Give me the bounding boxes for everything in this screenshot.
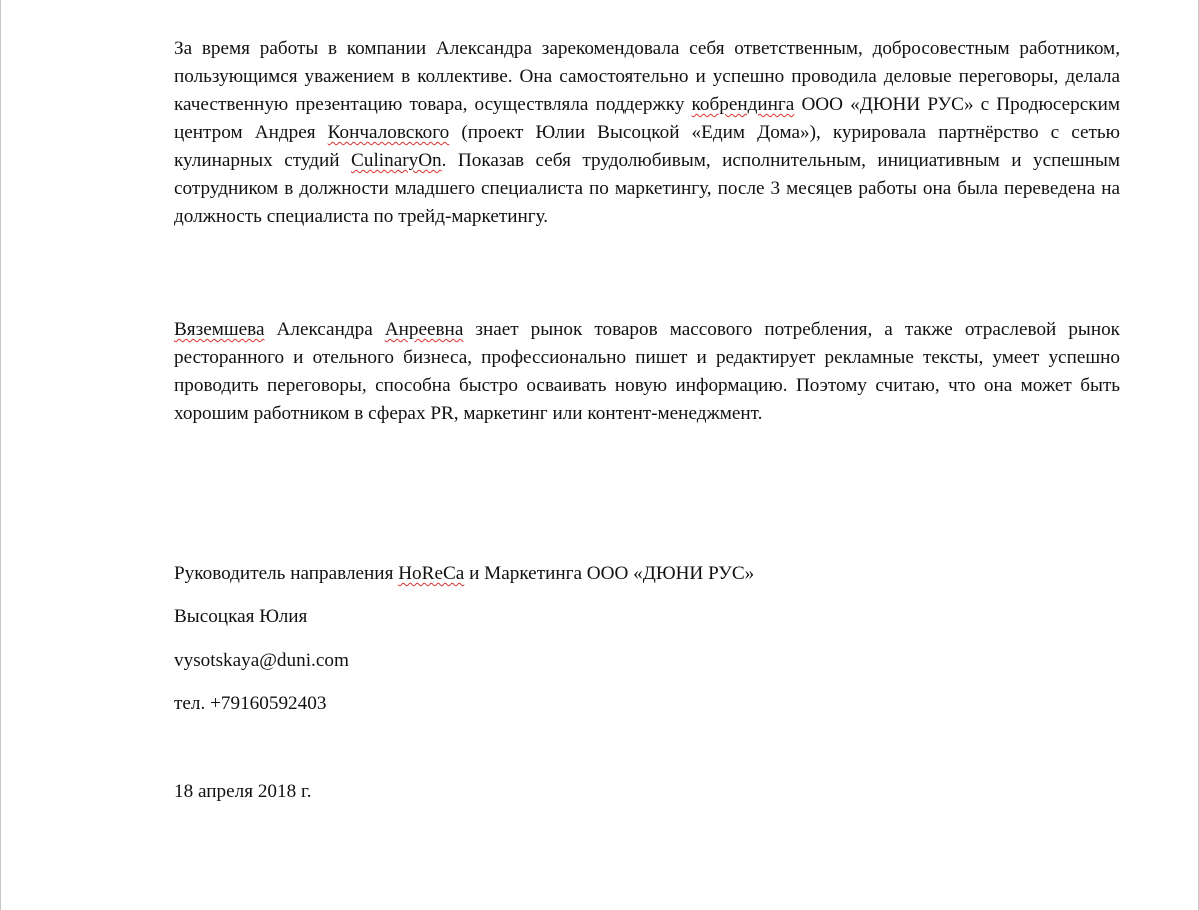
document-date: 18 апреля 2018 г. <box>174 781 312 802</box>
spellcheck-word[interactable]: кобрендинга <box>691 94 795 115</box>
spellcheck-word[interactable]: Анреевна <box>384 319 464 340</box>
signature-name: Высоцкая Юлия <box>174 606 308 627</box>
paragraph-2-text: Вяземшева Александра Анреевна знает рынок товаров массового потребления, а также отраслевой рынок ресторанного и отельного бизнеса, профессионально пишет и редактирует рекламные тексты, умеет успешно проводить переговоры, способна быстро осваивать новую информацию. Поэтому считаю, что она может быть хорошим работником в сферах PR, маркетинг или контент-менеджмент. <box>174 319 1120 424</box>
spellcheck-word[interactable]: Вяземшева <box>174 319 265 340</box>
signature-position: Руководитель направления HoReCa и Маркетинга ООО «ДЮНИ РУС» <box>174 563 755 584</box>
paragraph-1-text: За время работы в компании Александра зарекомендовала себя ответственным, добросовестным работником, пользующимся уважением в коллективе. Она самостоятельно и успешно проводила деловые переговоры, делала качественную презентацию товара, осуществляла поддержку кобрендинга ООО «ДЮНИ РУС» с Продюсерским центром Андрея Кончаловского (проект Юлии Высоцкой «Едим Дома»), курировала партнёрство с сетью кулинарных студий CulinaryOn. Показав себя трудолюбивым, исполнительным, инициативным и успешным сотрудником в должности младшего специалиста по маркетингу, после 3 месяцев работы она была переведена на должность специалиста по трейд-маркетингу. <box>174 38 1120 227</box>
spellcheck-word[interactable]: HoReCa <box>398 563 465 584</box>
signature-email: vysotskaya@duni.com <box>174 650 349 671</box>
paragraph-recommendation <box>174 35 1120 231</box>
spellcheck-word[interactable]: Кончаловского <box>327 122 450 143</box>
paragraph-skills <box>174 316 1120 428</box>
spellcheck-word[interactable]: CulinaryOn <box>351 150 442 171</box>
signature-phone: тел. +79160592403 <box>174 693 327 714</box>
